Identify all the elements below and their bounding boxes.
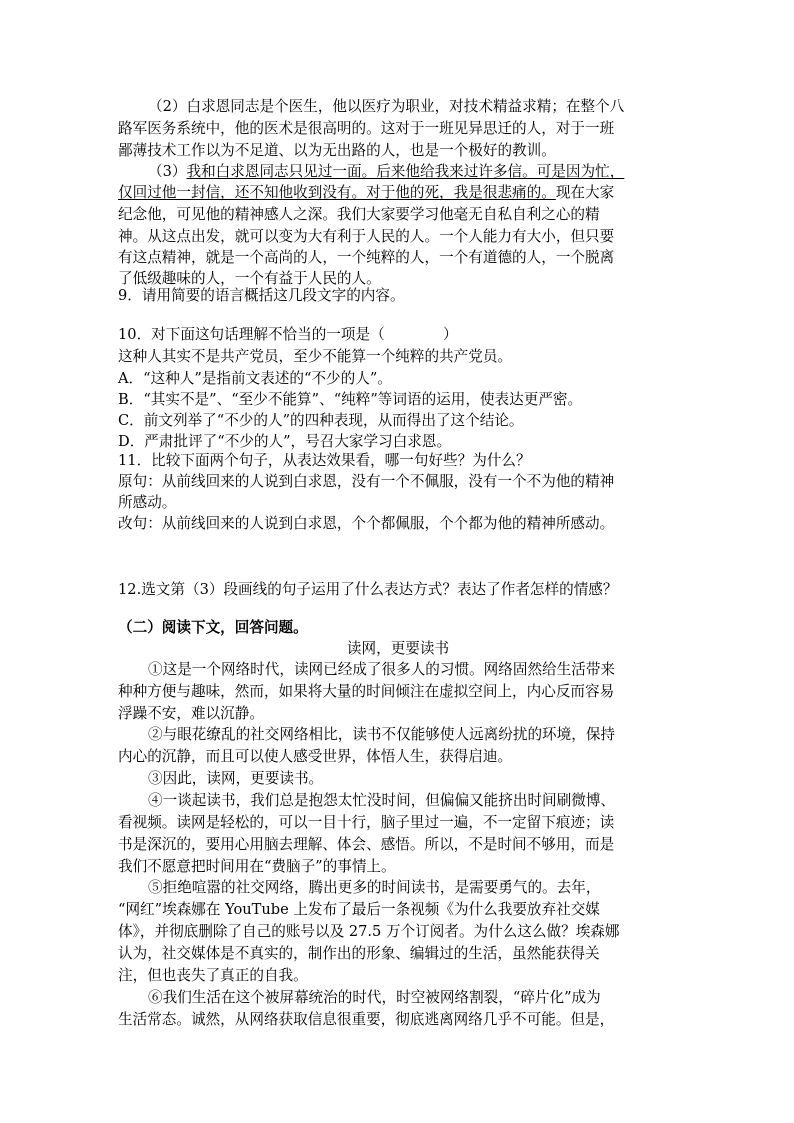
option-c: C．前文列举了“不少的人”的四种表现，从而得出了这个结论。 — [118, 412, 524, 429]
passage-line — [118, 182, 614, 203]
original-sentence: 所感动。 — [118, 494, 177, 511]
article-line: 看视频。读网是轻松的，可以一目十行，脑子里过一遍，不一定留下痕迹；读 — [118, 814, 615, 831]
paragraph-number: （3） — [148, 163, 187, 180]
passage-line: 路军医务系统中，他的医术是很高明的。这对于一班见异思迁的人，对于一班 — [118, 120, 615, 137]
option-b: B．“其实不是”、“至少不能算”、“纯粹”等词语的运用，使表达更严密。 — [118, 391, 583, 408]
article-line: ③因此，读网，更要读书。 — [148, 770, 324, 787]
article-title: 读网，更要读书 — [346, 640, 450, 657]
option-d: D．严肃批评了“不少的人”，号召大家学习白求恩。 — [118, 433, 452, 450]
article-line: 种种方便与趣味，然而，如果将大量的时间倾注在虚拟空间上，内心反而容易 — [118, 683, 615, 700]
article-line: 认为，社交媒体是不真实的，制作出的形象、编辑过的生活，虽然能获得关 — [118, 945, 600, 962]
article-line: 浮躁不安，难以沉静。 — [118, 705, 264, 722]
question-9: 9．请用简要的语言概括这几段文字的内容。 — [118, 287, 405, 304]
article-line: 体》，并彻底删除了自己的账号以及 27.5 万个订阅者。为什么这么做？埃森娜 — [118, 923, 620, 940]
article-line: ④一谈起读书，我们总是抱怨太忙没时间，但偏偏又能挤出时间刷微博、 — [148, 792, 616, 809]
question-12: 12.选文第（3）段画线的句子运用了什么表达方式？表达了作者怎样的情感？ — [118, 581, 618, 598]
article-line: 注，但也丧失了真正的自我。 — [118, 967, 308, 984]
article-line: ②与眼花缭乱的社交网络相比，读书不仅能够使人远离纷扰的环境，保持 — [148, 726, 616, 743]
passage-text: 现在大家 — [555, 184, 615, 201]
underlined-sentence: 仅回过他一封信，还不知他收到没有。对于他的死，我是很悲痛的。 — [118, 184, 556, 201]
passage-line: （2）白求恩同志是个医生，他以医疗为职业，对技术精益求精；在整个八 — [148, 98, 625, 115]
question-10-stem: 10．对下面这句话理解不恰当的一项是（ ） — [118, 326, 458, 343]
article-line: ①这是一个网络时代，读网已经成了很多人的习惯。网络固然给生活带来 — [148, 661, 616, 678]
passage-line: 鄙薄技术工作以为不足道、以为无出路的人，也是一个极好的教训。 — [118, 142, 556, 159]
passage-line — [148, 161, 624, 182]
article-line: 我们不愿意把时间用在“费脑子”的事情上。 — [118, 858, 396, 875]
question-10-sentence: 这种人其实不是共产党员，至少不能算一个纯粹的共产党员。 — [118, 348, 513, 365]
passage-line: 纪念他，可见他的精神感人之深。我们大家要学习他毫无自私自利之心的精 — [118, 206, 600, 223]
article-line: 生活常态。诚然，从网络获取信息很重要，彻底逃离网络几乎不可能。但是， — [118, 1011, 615, 1028]
article-line: ⑥我们生活在这个被屏幕统治的时代，时空被网络割裂，“碎片化”成为 — [148, 989, 601, 1006]
section-heading: （二）阅读下文，回答问题。 — [118, 619, 308, 636]
article-line: ⑤拒绝喧嚣的社交网络，腾出更多的时间读书，是需要勇气的。去年， — [148, 879, 601, 896]
article-line: 内心的沉静，而且可以使人感受世界，体悟人生，获得启迪。 — [118, 748, 513, 765]
original-sentence: 原句：从前线回来的人说到白求恩，没有一个不佩服，没有一个不为他的精神 — [118, 473, 615, 490]
underlined-sentence: 我和白求恩同志只见过一面。后来他给我来过许多信。可是因为忙， — [186, 163, 625, 180]
article-line: 书是深沉的，要用心用脑去理解、体会、感悟。所以，不是时间不够用，而是 — [118, 836, 615, 853]
passage-line: 神。从这点出发，就可以变为大有利于人民的人。一个人能力有大小，但只要 — [118, 228, 615, 245]
option-a: A．“这种人”是指前文表述的“不少的人”。 — [118, 370, 392, 387]
passage-line: 了低级趣味的人，一个有益于人民的人。 — [118, 270, 381, 287]
question-11-stem: 11．比较下面两个句子，从表达效果看，哪一句好些？为什么？ — [118, 452, 531, 469]
article-line: “网红”埃森娜在 YouTube 上发布了最后一条视频《为什么我要放弃社交媒 — [118, 901, 600, 918]
passage-line: 有这点精神，就是一个高尚的人，一个纯粹的人，一个有道德的人，一个脱离 — [118, 249, 615, 266]
revised-sentence: 改句：从前线回来的人说到白求恩，个个都佩服，个个都为他的精神所感动。 — [118, 515, 615, 532]
